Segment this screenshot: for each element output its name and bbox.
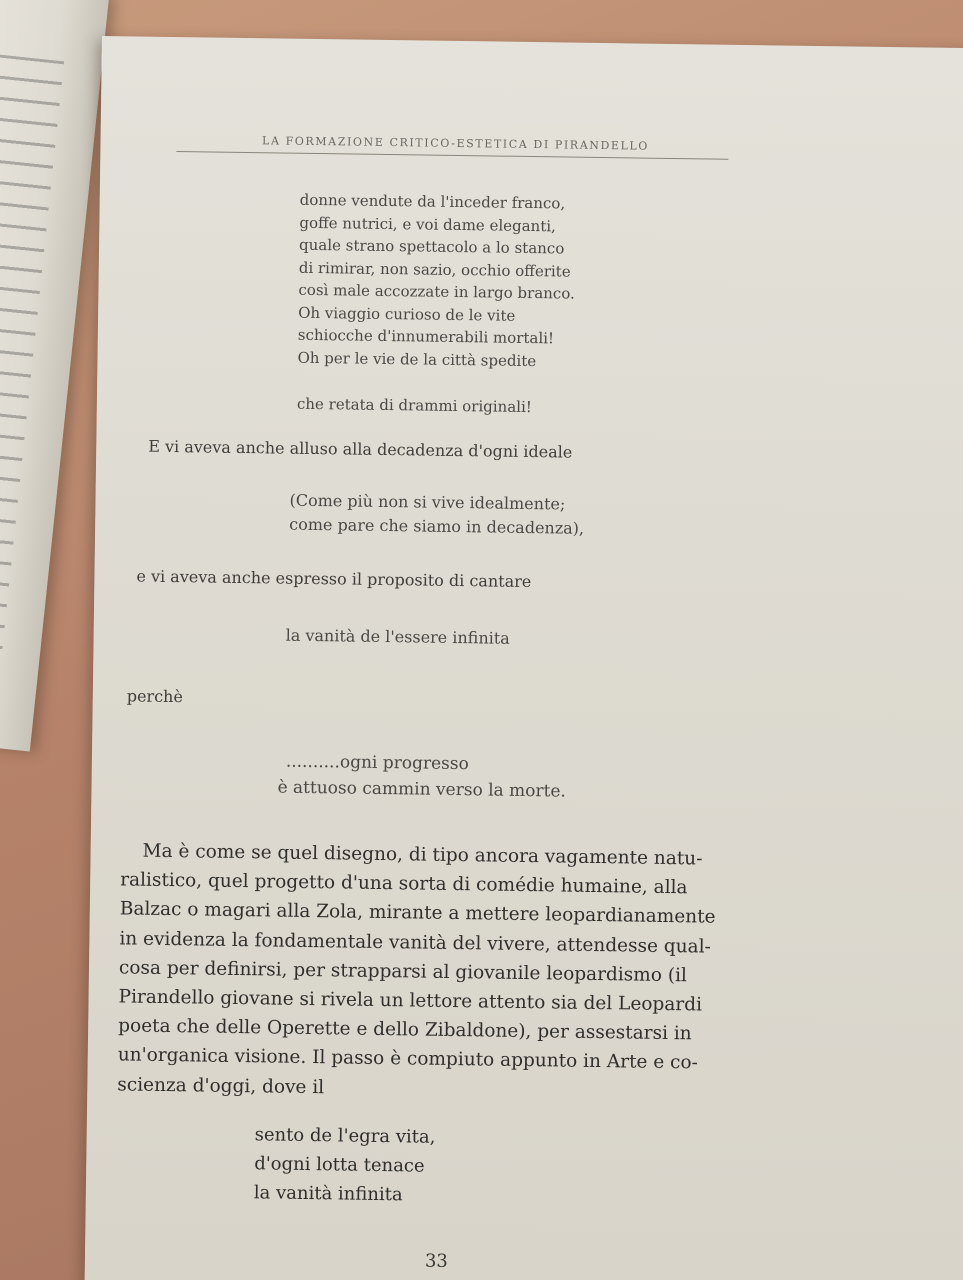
- book-page: [84, 36, 963, 1280]
- verse-line: (Come più non si vive idealmente;: [289, 490, 566, 514]
- verse-block-1: [297, 189, 576, 373]
- verse-line: d'ogni lotta tenace: [254, 1153, 425, 1177]
- body-paragraph: [117, 836, 781, 1108]
- running-head: LA FORMAZIONE CRITICO-ESTETICA DI PIRANDELLO: [261, 134, 650, 153]
- verse-line-2: che retata di drammi originali!: [296, 394, 532, 417]
- page-content: [84, 36, 963, 1280]
- verse-block-5: [277, 749, 566, 805]
- verse-line: ..........ogni progresso: [285, 751, 469, 775]
- paragraph-line: Ma è come se quel disegno, di tipo ancora vagamente natu-: [142, 840, 703, 870]
- verse-line: così male accozzate in largo branco.: [298, 280, 575, 303]
- verse-line: la vanità infinita: [253, 1182, 403, 1206]
- paragraph-line: Pirandello giovane si rivela un lettore attento sia del Leopardi: [118, 986, 703, 1016]
- verse-line-4: la vanità de l'essere infinita: [285, 625, 510, 648]
- paragraph-line: cosa per definirsi, per strapparsi al giovanile leopardismo (il: [118, 957, 688, 987]
- verse-block-6: [254, 1120, 436, 1210]
- paragraph-line: Balzac o magari alla Zola, mirante a mettere leopardianamente: [119, 898, 716, 929]
- verse-line: Oh viaggio curioso de le vite: [298, 303, 516, 325]
- paragraph-line: ralistico, quel progetto d'una sorta di comédie humaine, alla: [120, 869, 688, 899]
- verse-line: donne vendute da l'inceder franco,: [299, 190, 566, 213]
- verse-line: goffe nutrici, e voi dame eleganti,: [299, 213, 556, 235]
- paragraph-line: un'organica visione. Il passo è compiuto appunto in Arte e co-: [117, 1044, 699, 1074]
- page-number: 33: [424, 1250, 448, 1272]
- prose-line-1: E vi aveva anche alluso alla decadenza d'ogni ideale: [148, 436, 573, 462]
- paragraph-line: poeta che delle Operette e dello Zibaldone), per assestarsi in: [118, 1015, 692, 1045]
- verse-line: schiocche d'innumerabili mortali!: [297, 325, 555, 348]
- verse-line: sento de l'egra vita,: [254, 1124, 436, 1148]
- verse-line: è attuoso cammin verso la morte.: [277, 777, 567, 802]
- paragraph-line: in evidenza la fondamentale vanità del vivere, attendesse qual-: [119, 927, 711, 958]
- verse-block-3: [289, 489, 585, 541]
- verse-line: quale strano spettacolo a lo stanco: [298, 235, 565, 258]
- prose-line-2: e vi aveva anche espresso il proposito di cantare: [136, 566, 532, 592]
- prose-line-3: perchè: [126, 686, 184, 707]
- verse-line: Oh per le vie de la città spedite: [297, 348, 537, 370]
- verse-line: di rimirar, non sazio, occhio offerite: [298, 258, 571, 281]
- verse-line: come pare che siamo in decadenza),: [289, 514, 585, 538]
- paragraph-line: scienza d'oggi, dove il: [117, 1073, 325, 1098]
